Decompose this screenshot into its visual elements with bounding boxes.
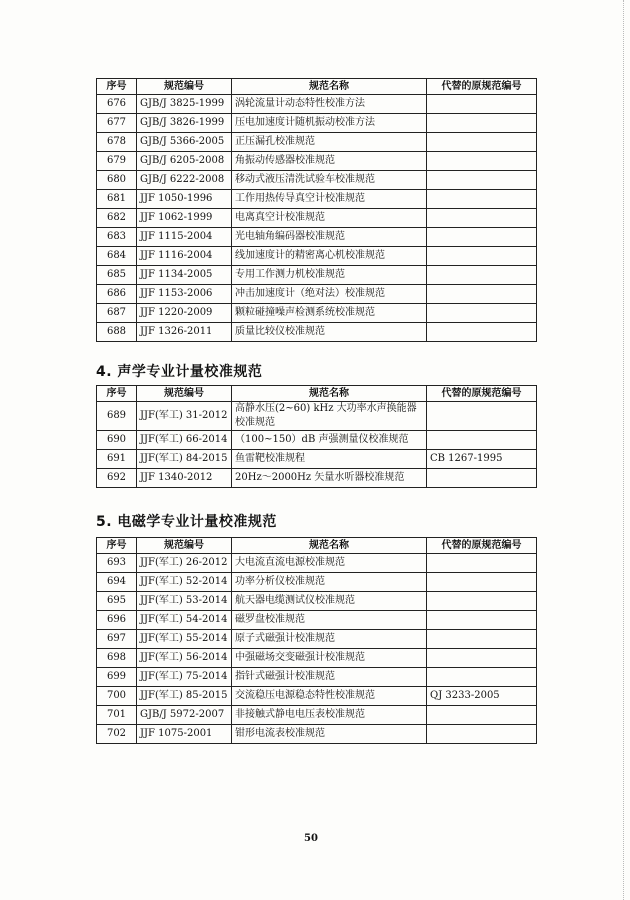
cell-spec-name: 非接触式静电电压表校准规范 (232, 706, 427, 725)
table-row (97, 573, 537, 592)
cell-replaced-spec-code (427, 611, 537, 630)
cell-serial-number: 699 (97, 668, 137, 687)
cell-serial-number: 701 (97, 706, 137, 725)
table-header-row (97, 538, 537, 554)
cell-replaced-spec-code: CB 1267-1995 (427, 450, 537, 469)
cell-serial-number: 694 (97, 573, 137, 592)
cell-replaced-spec-code (427, 266, 537, 285)
cell-serial-number: 676 (97, 95, 137, 114)
cell-spec-code: JJF(军工) 53-2014 (137, 592, 232, 611)
cell-spec-code: JJF 1116-2004 (137, 247, 232, 266)
cell-serial-number: 679 (97, 152, 137, 171)
cell-spec-name: 鱼雷靶校准规程 (232, 450, 427, 469)
cell-spec-code: JJF 1220-2009 (137, 304, 232, 323)
table-header-row (97, 79, 537, 95)
cell-spec-name: 指针式磁强计校准规范 (232, 668, 427, 687)
table-row (97, 611, 537, 630)
table-row (97, 630, 537, 649)
scan-margin-line (622, 0, 624, 900)
section-title-acoustics: 4. 声学专业计量校准规范 (96, 364, 263, 380)
cell-spec-code: JJF 1153-2006 (137, 285, 232, 304)
cell-replaced-spec-code (427, 209, 537, 228)
cell-serial-number: 697 (97, 630, 137, 649)
cell-spec-name: 工作用热传导真空计校准规范 (232, 190, 427, 209)
table-row (97, 266, 537, 285)
cell-replaced-spec-code (427, 171, 537, 190)
cell-spec-name: 交流稳压电源稳态特性校准规范 (232, 687, 427, 706)
cell-serial-number: 702 (97, 725, 137, 744)
cell-spec-name: 涡轮流量计动态特性校准方法 (232, 95, 427, 114)
column-header-spec-name: 规范名称 (232, 386, 427, 402)
cell-serial-number: 700 (97, 687, 137, 706)
cell-replaced-spec-code (427, 668, 537, 687)
cell-serial-number: 696 (97, 611, 137, 630)
cell-serial-number: 691 (97, 450, 137, 469)
cell-replaced-spec-code (427, 649, 537, 668)
cell-spec-name: 航天器电缆测试仪校准规范 (232, 592, 427, 611)
column-header-replaced-spec-code: 代替的原规范编号 (427, 79, 537, 95)
cell-replaced-spec-code (427, 247, 537, 266)
cell-replaced-spec-code (427, 431, 537, 450)
table-row (97, 228, 537, 247)
cell-spec-code: JJF 1062-1999 (137, 209, 232, 228)
cell-serial-number: 677 (97, 114, 137, 133)
cell-spec-name: 原子式磁强计校准规范 (232, 630, 427, 649)
cell-spec-code: JJF(军工) 75-2014 (137, 668, 232, 687)
cell-spec-code: JJF(军工) 26-2012 (137, 554, 232, 573)
table-row (97, 469, 537, 488)
cell-serial-number: 680 (97, 171, 137, 190)
cell-serial-number: 692 (97, 469, 137, 488)
cell-spec-name: 角振动传感器校准规范 (232, 152, 427, 171)
cell-replaced-spec-code (427, 630, 537, 649)
cell-spec-name: 磁罗盘校准规范 (232, 611, 427, 630)
cell-spec-code: JJF(军工) 66-2014 (137, 431, 232, 450)
cell-serial-number: 693 (97, 554, 137, 573)
cell-spec-name: 冲击加速度计（绝对法）校准规范 (232, 285, 427, 304)
column-header-replaced-spec-code: 代替的原规范编号 (427, 386, 537, 402)
cell-serial-number: 687 (97, 304, 137, 323)
cell-spec-code: JJF(军工) 31-2012 (137, 402, 232, 431)
cell-spec-code: GJB/J 5972-2007 (137, 706, 232, 725)
cell-serial-number: 678 (97, 133, 137, 152)
cell-replaced-spec-code (427, 285, 537, 304)
cell-spec-code: GJB/J 3825-1999 (137, 95, 232, 114)
cell-serial-number: 695 (97, 592, 137, 611)
cell-spec-code: GJB/J 6222-2008 (137, 171, 232, 190)
cell-serial-number: 682 (97, 209, 137, 228)
column-header-spec-name: 规范名称 (232, 79, 427, 95)
cell-replaced-spec-code (427, 592, 537, 611)
column-header-serial-number: 序号 (97, 386, 137, 402)
cell-spec-name: 专用工作测力机校准规范 (232, 266, 427, 285)
cell-serial-number: 689 (97, 402, 137, 431)
column-header-serial-number: 序号 (97, 79, 137, 95)
cell-spec-code: GJB/J 5366-2005 (137, 133, 232, 152)
cell-replaced-spec-code (427, 190, 537, 209)
cell-replaced-spec-code (427, 152, 537, 171)
table-header-row (97, 386, 537, 402)
cell-spec-code: GJB/J 6205-2008 (137, 152, 232, 171)
column-header-serial-number: 序号 (97, 538, 137, 554)
table-row (97, 209, 537, 228)
table-row (97, 668, 537, 687)
table-row (97, 706, 537, 725)
cell-spec-name: 高静水压(2~60) kHz 大功率水声换能器校准规范 (232, 402, 427, 431)
cell-serial-number: 684 (97, 247, 137, 266)
cell-replaced-spec-code (427, 725, 537, 744)
cell-replaced-spec-code (427, 706, 537, 725)
cell-replaced-spec-code (427, 402, 537, 431)
standards-table-electromagnetics (96, 537, 537, 744)
cell-serial-number: 685 (97, 266, 137, 285)
column-header-spec-code: 规范编号 (137, 538, 232, 554)
cell-spec-code: JJF 1134-2005 (137, 266, 232, 285)
table-row (97, 725, 537, 744)
cell-spec-name: 压电加速度计随机振动校准方法 (232, 114, 427, 133)
cell-replaced-spec-code (427, 573, 537, 592)
column-header-spec-code: 规范编号 (137, 79, 232, 95)
cell-replaced-spec-code (427, 304, 537, 323)
column-header-replaced-spec-code: 代替的原规范编号 (427, 538, 537, 554)
table-row (97, 649, 537, 668)
table-row (97, 554, 537, 573)
cell-spec-code: JJF 1075-2001 (137, 725, 232, 744)
page-number: 50 (304, 833, 318, 844)
table-row (97, 95, 537, 114)
cell-spec-name: 中强磁场交变磁强计校准规范 (232, 649, 427, 668)
column-header-spec-name: 规范名称 (232, 538, 427, 554)
standards-table-acoustics (96, 385, 537, 488)
cell-spec-name: 颗粒碰撞噪声检测系统校准规范 (232, 304, 427, 323)
cell-spec-name: 正压漏孔校准规范 (232, 133, 427, 152)
cell-serial-number: 690 (97, 431, 137, 450)
cell-spec-code: JJF(军工) 55-2014 (137, 630, 232, 649)
table-row (97, 304, 537, 323)
cell-spec-code: JJF 1050-1996 (137, 190, 232, 209)
cell-replaced-spec-code (427, 228, 537, 247)
cell-spec-name: 功率分析仪校准规范 (232, 573, 427, 592)
cell-spec-name: 光电轴角编码器校准规范 (232, 228, 427, 247)
cell-spec-name: 钳形电流表校准规范 (232, 725, 427, 744)
cell-serial-number: 681 (97, 190, 137, 209)
cell-replaced-spec-code (427, 133, 537, 152)
table-row (97, 402, 537, 431)
cell-replaced-spec-code (427, 114, 537, 133)
table-row (97, 133, 537, 152)
cell-spec-code: JJF 1340-2012 (137, 469, 232, 488)
cell-spec-name: 20Hz～2000Hz 矢量水听器校准规范 (232, 469, 427, 488)
column-header-spec-code: 规范编号 (137, 386, 232, 402)
cell-spec-code: JJF 1115-2004 (137, 228, 232, 247)
cell-spec-code: JJF 1326-2011 (137, 323, 232, 342)
cell-replaced-spec-code (427, 469, 537, 488)
cell-spec-name: 移动式液压清洗试验车校准规范 (232, 171, 427, 190)
table-row (97, 152, 537, 171)
table-row (97, 687, 537, 706)
table-row (97, 190, 537, 209)
table-row (97, 247, 537, 266)
cell-spec-name: 大电流直流电源校准规范 (232, 554, 427, 573)
table-row (97, 431, 537, 450)
table-row (97, 592, 537, 611)
cell-spec-name: 线加速度计的精密离心机校准规范 (232, 247, 427, 266)
cell-serial-number: 688 (97, 323, 137, 342)
cell-spec-code: JJF(军工) 56-2014 (137, 649, 232, 668)
cell-spec-code: GJB/J 3826-1999 (137, 114, 232, 133)
cell-replaced-spec-code (427, 323, 537, 342)
cell-spec-code: JJF(军工) 52-2014 (137, 573, 232, 592)
cell-spec-code: JJF(军工) 85-2015 (137, 687, 232, 706)
cell-spec-name: （100~150）dB 声强测量仪校准规范 (232, 431, 427, 450)
table-row (97, 285, 537, 304)
cell-serial-number: 686 (97, 285, 137, 304)
cell-replaced-spec-code (427, 95, 537, 114)
cell-spec-name: 电离真空计校准规范 (232, 209, 427, 228)
standards-table-mechanics (96, 78, 537, 342)
cell-replaced-spec-code (427, 554, 537, 573)
table-row (97, 114, 537, 133)
table-row (97, 323, 537, 342)
cell-spec-code: JJF(军工) 84-2015 (137, 450, 232, 469)
cell-serial-number: 698 (97, 649, 137, 668)
cell-serial-number: 683 (97, 228, 137, 247)
table-row (97, 450, 537, 469)
section-title-electromagnetics: 5. 电磁学专业计量校准规范 (96, 514, 277, 530)
cell-spec-name: 质量比较仪校准规范 (232, 323, 427, 342)
cell-spec-code: JJF(军工) 54-2014 (137, 611, 232, 630)
cell-replaced-spec-code: QJ 3233-2005 (427, 687, 537, 706)
table-row (97, 171, 537, 190)
